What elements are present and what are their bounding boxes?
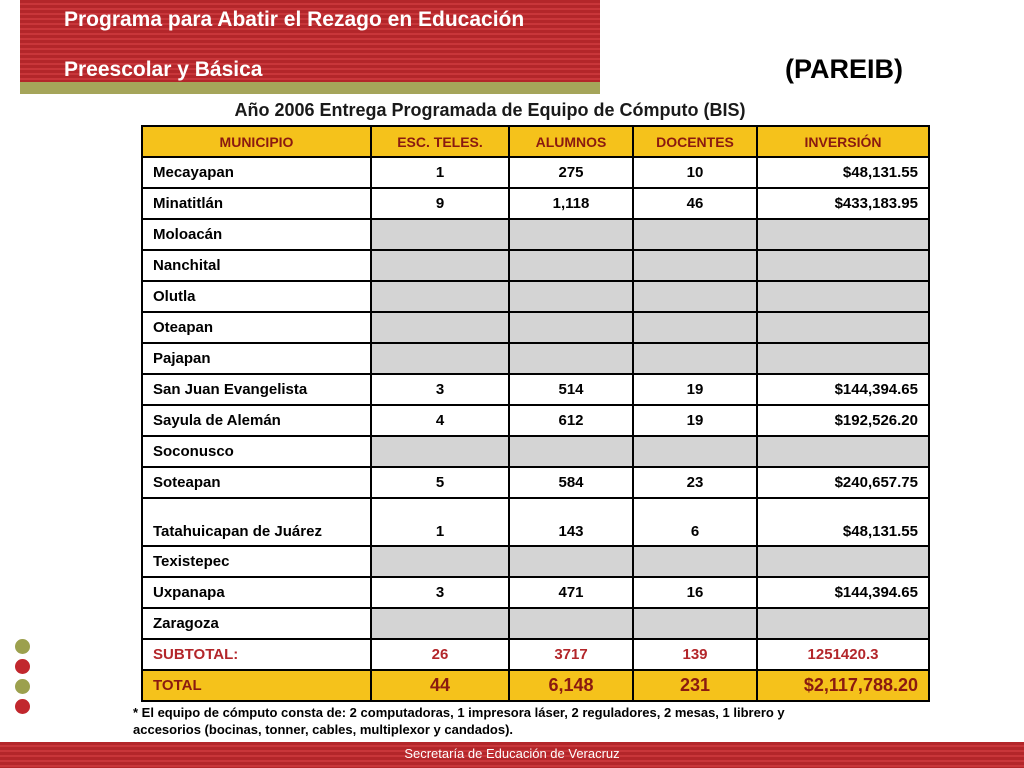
col-header-inversion: INVERSIÓN — [757, 126, 929, 157]
total-esc: 44 — [371, 670, 509, 701]
cell-esc — [371, 608, 509, 639]
cell-inversion — [757, 250, 929, 281]
cell-docentes — [633, 219, 757, 250]
equipment-table — [141, 125, 930, 702]
table-row — [142, 312, 929, 343]
cell-esc — [371, 546, 509, 577]
cell-municipio: Moloacán — [142, 219, 371, 250]
red-dot-icon — [15, 659, 30, 674]
subtotal-inversion: 1251420.3 — [757, 639, 929, 670]
table-row — [142, 405, 929, 436]
table-title: Año 2006 Entrega Programada de Equipo de Cómputo (BIS) — [234, 100, 746, 120]
program-title: Programa para Abatir el Rezago en Educación — [64, 8, 525, 31]
cell-esc — [371, 281, 509, 312]
cell-docentes — [633, 281, 757, 312]
cell-alumnos — [509, 219, 633, 250]
total-inversion: $2,117,788.20 — [757, 670, 929, 701]
olive-dot-icon — [15, 639, 30, 654]
cell-municipio: Mecayapan — [142, 157, 371, 188]
decorative-dots — [15, 639, 30, 719]
cell-docentes — [633, 250, 757, 281]
table-row — [142, 436, 929, 467]
total-docentes: 231 — [633, 670, 757, 701]
col-header-esc-teles: ESC. TELES. — [371, 126, 509, 157]
cell-municipio: Sayula de Alemán — [142, 405, 371, 436]
total-label: TOTAL — [142, 670, 371, 701]
cell-alumnos: 514 — [509, 374, 633, 405]
cell-docentes: 6 — [633, 498, 757, 546]
cell-alumnos: 471 — [509, 577, 633, 608]
cell-inversion — [757, 343, 929, 374]
subtotal-row — [142, 639, 929, 670]
cell-municipio: San Juan Evangelista — [142, 374, 371, 405]
cell-alumnos — [509, 312, 633, 343]
cell-municipio: Oteapan — [142, 312, 371, 343]
col-header-municipio: MUNICIPIO — [142, 126, 371, 157]
cell-alumnos — [509, 436, 633, 467]
cell-municipio: Uxpanapa — [142, 577, 371, 608]
cell-alumnos — [509, 343, 633, 374]
cell-esc: 3 — [371, 374, 509, 405]
program-subtitle: Preescolar y Básica — [64, 58, 263, 81]
table-row — [142, 219, 929, 250]
cell-inversion: $240,657.75 — [757, 467, 929, 498]
cell-municipio: Pajapan — [142, 343, 371, 374]
cell-esc — [371, 343, 509, 374]
cell-inversion — [757, 546, 929, 577]
cell-inversion — [757, 281, 929, 312]
subtotal-docentes: 139 — [633, 639, 757, 670]
table-row — [142, 250, 929, 281]
cell-inversion: $48,131.55 — [757, 157, 929, 188]
cell-alumnos: 1,118 — [509, 188, 633, 219]
cell-esc — [371, 312, 509, 343]
cell-municipio: Minatitlán — [142, 188, 371, 219]
program-acronym: (PAREIB) — [785, 54, 903, 84]
table-row — [142, 157, 929, 188]
cell-alumnos — [509, 546, 633, 577]
cell-esc: 4 — [371, 405, 509, 436]
cell-esc: 1 — [371, 157, 509, 188]
cell-inversion: $433,183.95 — [757, 188, 929, 219]
cell-alumnos — [509, 281, 633, 312]
table-row — [142, 188, 929, 219]
table-row — [142, 343, 929, 374]
cell-inversion: $48,131.55 — [757, 498, 929, 546]
col-header-docentes: DOCENTES — [633, 126, 757, 157]
cell-municipio: Soconusco — [142, 436, 371, 467]
cell-inversion: $144,394.65 — [757, 577, 929, 608]
cell-esc: 9 — [371, 188, 509, 219]
cell-docentes: 16 — [633, 577, 757, 608]
total-alumnos: 6,148 — [509, 670, 633, 701]
header-olive-strip — [20, 82, 600, 94]
cell-inversion — [757, 608, 929, 639]
cell-docentes: 46 — [633, 188, 757, 219]
cell-docentes — [633, 608, 757, 639]
footnote: * El equipo de cómputo consta de: 2 computadoras, 1 impresora láser, 2 reguladores, 2 mesas, 1 librero y accesorios (bocinas, tonner, cables, multiplexor y candados). — [133, 705, 785, 737]
cell-inversion: $192,526.20 — [757, 405, 929, 436]
cell-municipio: Zaragoza — [142, 608, 371, 639]
total-row — [142, 670, 929, 701]
cell-alumnos: 584 — [509, 467, 633, 498]
cell-inversion: $144,394.65 — [757, 374, 929, 405]
cell-docentes — [633, 343, 757, 374]
subtotal-esc: 26 — [371, 639, 509, 670]
cell-docentes: 10 — [633, 157, 757, 188]
cell-esc — [371, 436, 509, 467]
table-row — [142, 498, 929, 546]
table-row — [142, 577, 929, 608]
cell-docentes — [633, 312, 757, 343]
subtotal-alumnos: 3717 — [509, 639, 633, 670]
table-row — [142, 546, 929, 577]
red-dot-icon — [15, 699, 30, 714]
olive-dot-icon — [15, 679, 30, 694]
cell-inversion — [757, 436, 929, 467]
cell-inversion — [757, 219, 929, 250]
cell-esc: 5 — [371, 467, 509, 498]
subtotal-label: SUBTOTAL: — [142, 639, 371, 670]
table-row — [142, 608, 929, 639]
cell-inversion — [757, 312, 929, 343]
cell-docentes — [633, 436, 757, 467]
cell-alumnos — [509, 608, 633, 639]
cell-esc: 3 — [371, 577, 509, 608]
cell-docentes: 19 — [633, 405, 757, 436]
cell-esc — [371, 250, 509, 281]
cell-esc: 1 — [371, 498, 509, 546]
col-header-alumnos: ALUMNOS — [509, 126, 633, 157]
cell-esc — [371, 219, 509, 250]
cell-docentes — [633, 546, 757, 577]
cell-docentes: 23 — [633, 467, 757, 498]
table-header-row — [142, 126, 929, 157]
cell-alumnos — [509, 250, 633, 281]
footer-text: Secretaría de Educación de Veracruz — [404, 746, 620, 761]
cell-municipio: Tatahuicapan de Juárez — [142, 498, 371, 546]
cell-municipio: Soteapan — [142, 467, 371, 498]
table-row — [142, 374, 929, 405]
cell-alumnos: 143 — [509, 498, 633, 546]
cell-municipio: Olutla — [142, 281, 371, 312]
cell-alumnos: 612 — [509, 405, 633, 436]
table-row — [142, 467, 929, 498]
cell-municipio: Texistepec — [142, 546, 371, 577]
cell-municipio: Nanchital — [142, 250, 371, 281]
table-row — [142, 281, 929, 312]
cell-alumnos: 275 — [509, 157, 633, 188]
cell-docentes: 19 — [633, 374, 757, 405]
